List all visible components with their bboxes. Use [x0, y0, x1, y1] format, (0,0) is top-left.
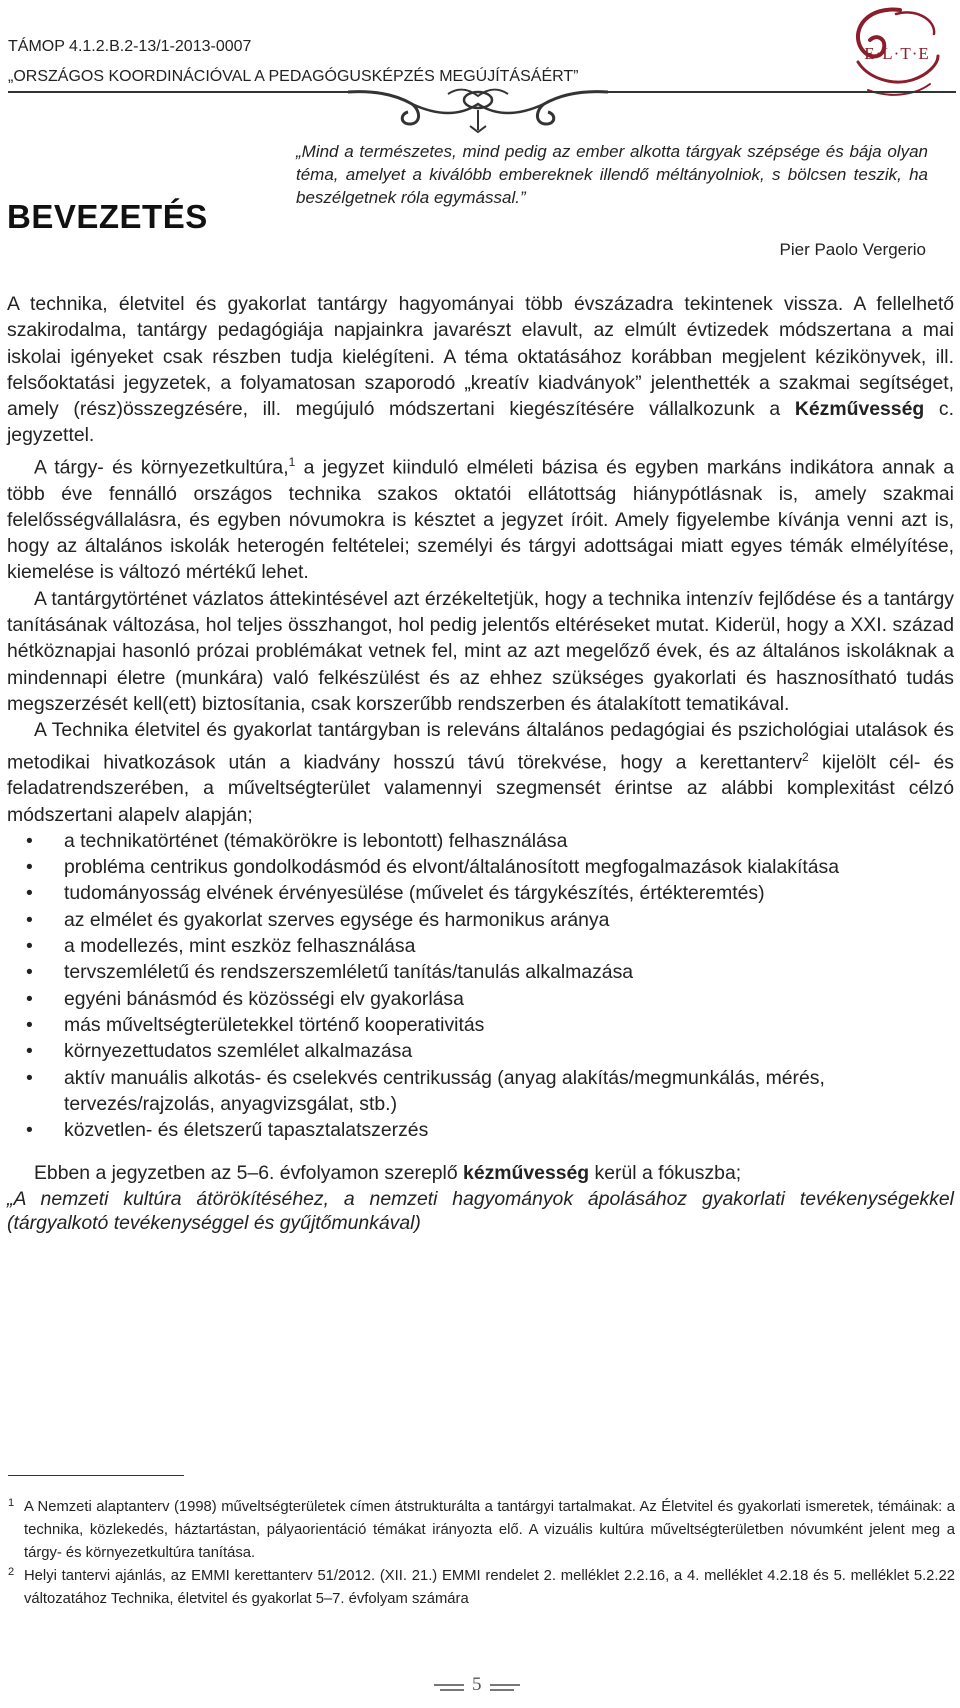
- page-number: [434, 1676, 526, 1698]
- footnote-1: [8, 1496, 955, 1565]
- focus-end: kerül a fókuszba;: [589, 1162, 742, 1185]
- footnote-ref-2: 2: [802, 749, 809, 764]
- list-item: • az elmélet és gyakorlat szerves egysége és harmonikus aránya: [7, 907, 954, 933]
- list-item: • környezettudatos szemlélet alkalmazása: [7, 1038, 954, 1064]
- paragraph-4-rest: kijelölt cél- és feladatrendszerében, a műveltségterület valamennyi szegmensét érintse az alábbi komplexitást célzó módszertani alapelv alapján;: [7, 750, 954, 826]
- page-number-ornament: [490, 1689, 514, 1691]
- list-item: • a technikatörténet (témakörökre is lebontott) felhasználása: [7, 828, 954, 854]
- footnote-2: [8, 1565, 955, 1611]
- body-text: [7, 291, 954, 1235]
- footnote-text: A Nemzeti alaptanterv (1998) műveltségterületek címen átstrukturálta a tantárgyi tartalmakat. Az Életvitel és gyakorlati ismeretek, témáinak: a technika, közlekedés, háztartástan, pályaorientáció témákat irányozta elő. A vizuális kultúra műveltségterületben nóvumként jelent meg a tárgy- és környezetkultúra tanítása.: [24, 1499, 955, 1561]
- page-number-ornament: [490, 1684, 520, 1686]
- footnote-rule: [8, 1475, 184, 1476]
- footnotes: [8, 1496, 955, 1611]
- list-item: • probléma centrikus gondolkodásmód és elvont/általánosított megfogalmazások kialakítása: [7, 854, 954, 880]
- list-item: • közvetlen- és életszerű tapasztalatszerzés: [7, 1117, 954, 1143]
- footnote-mark: 2: [8, 1566, 15, 1578]
- paragraph-1-text: A technika, életvitel és gyakorlat tantárgy hagyományai több évszázadra tekintenek vissza. A fellelhető szakirodalma, tantárgy pedagógiája napjainkra javarészt elavult, az elmúlt évtizedek módszertana a mai iskolai igényeket csak részben tudja kielégíteni. A téma oktatásához korábban megjelent kézikönyvek, ill. felsőoktatási jegyzetek, a folyamatosan szaporodó „kreatív kiadványok” jelenthették a szakmai segítséget, amely (rész)összegzésére, ill. megújuló módszertani kiegészítésére vállalkozunk a: [7, 293, 954, 421]
- paragraph-2-rest: a jegyzet kiinduló elméleti bázisa és egyben markáns indikátora annak a több éve fennálló országos technika szakos oktatói ellátottság hiánypótlásnak is, amely szakmai felelősségvállalásra, és egyben nóvumokra is késztet a jegyzet íróit. Amely figyelembe kívánja venni azt is, hogy az általános iskolák heterogén feltételei; személyi és tárgyi adottságai miatt egyes témák elmélyítése, kiemelése is változó mértékű lehet.: [7, 456, 955, 584]
- logo-text: E·L·T·E: [864, 44, 930, 63]
- list-item: • egyéni bánásmód és közösségi elv gyakorlása: [7, 986, 954, 1012]
- paragraph-4: [7, 717, 954, 828]
- footnote-text: Helyi tantervi ajánlás, az EMMI kerettanterv 51/2012. (XII. 21.) EMMI rendelet 2. melléklet 2.2.16, a 4. melléklet 4.2.18 és 5. melléklet 5.2.22 változatához Technika, életvitel és gyakorlat 5–7. évfolyam számára: [24, 1568, 955, 1607]
- paragraph-1-bold: Kézművesség: [794, 398, 925, 421]
- paragraph-4-start: A Technika életvitel és gyakorlat tantárgyban is releváns általános pedagógiai és pszichológiai utalások és metodikai hivatkozások után a kiadvány hosszú távú törekvése, hogy a kerettanterv: [7, 719, 954, 773]
- footnote-ref-1: 1: [288, 454, 296, 469]
- list-item: • tudományosság elvének érvényesülése (művelet és tárgykészítés, értékteremtés): [7, 880, 954, 906]
- project-slogan: „ORSZÁGOS KOORDINÁCIÓVAL A PEDAGÓGUSKÉPZÉS MEGÚJÍTÁSÁÉRT”: [8, 68, 579, 85]
- paragraph-2-start: A tárgy- és környezetkultúra,: [34, 456, 289, 479]
- paragraph-3: A tantárgytörténet vázlatos áttekintésével azt érzékeltetjük, hogy a technika intenzív fejlődése és a tantárgy tanításának változása, hol teljes összhangot, hol pedig jelentős eltéréseket mutat. Kiderül, hogy a XXI. század hétköznapjai hasonló prózai problémákat vetnek fel, mint az azt megelőző évek, és az általános iskoláknak a mindennapi életre (munkára) való felkészülést és az ehhez szükséges gyakorlati és hasznosítható tudás megszerzését kell(ett) biztosítania, csak korszerűbb rendszerben és átalakított tematikával.: [7, 587, 954, 715]
- project-code: TÁMOP 4.1.2.B.2-13/1-2013-0007: [8, 38, 252, 55]
- list-item: • más műveltségterületekkel történő kooperativitás: [7, 1012, 954, 1038]
- ornament-divider: [8, 86, 956, 136]
- page-number-ornament: [440, 1689, 464, 1691]
- page-number-ornament: [434, 1684, 464, 1686]
- focus-bold: kézművesség: [463, 1162, 590, 1185]
- focus-statement: [7, 1160, 954, 1186]
- list-item: • a modellezés, mint eszköz felhasználása: [7, 933, 954, 959]
- footnote-mark: 1: [8, 1497, 15, 1509]
- motto-quote: „A nemzeti kultúra átörökítéséhez, a nemzeti hagyományok ápolásához gyakorlati tevékenységekkel (tárgyalkotó tevékenységgel és gyűjtőmunkával): [7, 1187, 954, 1234]
- epigraph-quote: „Mind a természetes, mind pedig az ember alkotta tárgyak szépsége és bája olyan téma, amelyet a kiválóbb embereknek illendő méltányolniok, s bölcsen teszik, ha beszélgetnek róla egymással.”: [296, 142, 928, 207]
- focus-text: Ebben a jegyzetben az 5–6. évfolyamon szereplő: [34, 1162, 464, 1185]
- page-number-text: 5: [472, 1674, 482, 1695]
- list-item: • aktív manuális alkotás- és cselekvés centrikusság (anyag alakítás/megmunkálás, mérés, tervezés/rajzolás, anyagvizsgálat, stb.): [7, 1065, 954, 1118]
- epigraph-author: Pier Paolo Vergerio: [779, 240, 926, 259]
- list-item: • tervszemléletű és rendszerszemléletű tanítás/tanulás alkalmazása: [7, 959, 954, 985]
- principles-list: [7, 828, 954, 1144]
- paragraph-2: [7, 449, 954, 586]
- paragraph-1-end: c. jegyzettel.: [7, 398, 954, 447]
- paragraph-1: [7, 291, 954, 449]
- section-title: BEVEZETÉS: [7, 198, 208, 235]
